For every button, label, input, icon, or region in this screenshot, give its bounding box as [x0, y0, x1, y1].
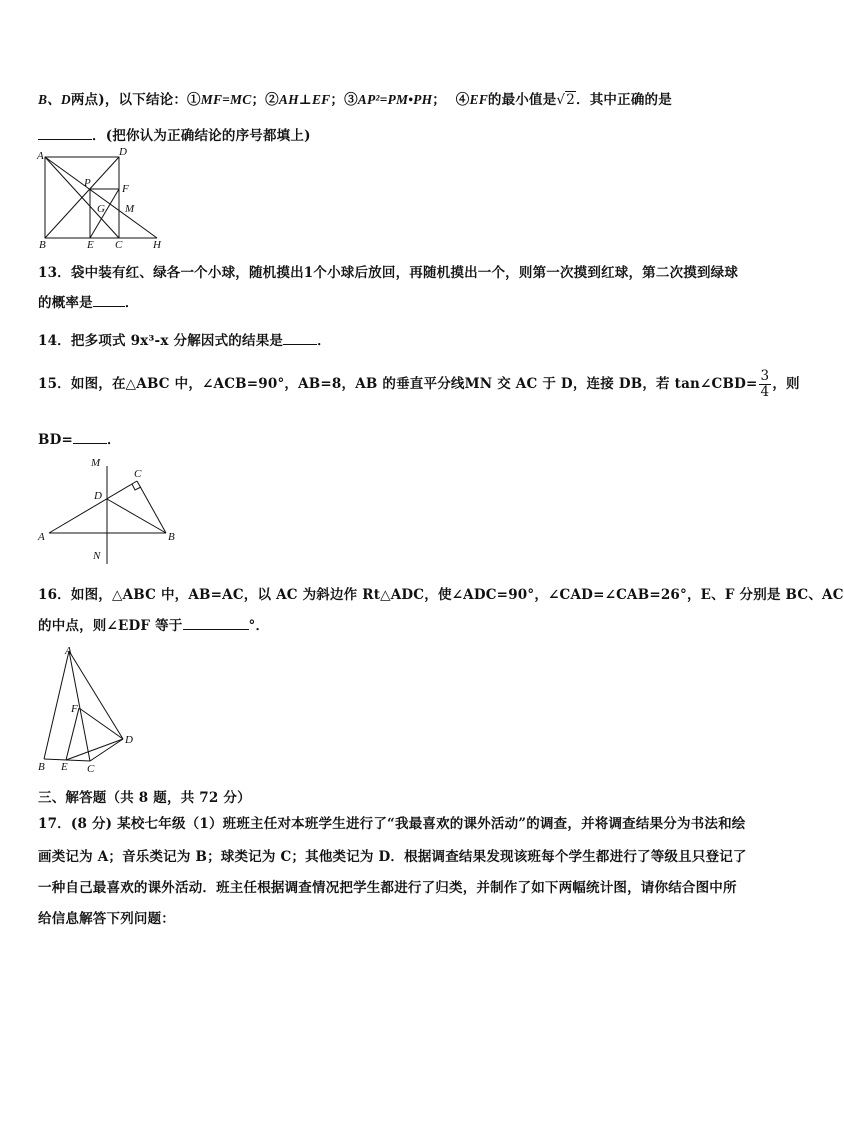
- label-e: E: [87, 239, 94, 251]
- q16-line2: [38, 614, 269, 634]
- q12-figure: [35, 148, 165, 250]
- segment-cd: [90, 739, 123, 761]
- label-m: M: [125, 203, 135, 215]
- label-e: E: [61, 761, 68, 773]
- label-d: D: [94, 490, 102, 502]
- label-f: F: [122, 183, 129, 195]
- q12-c1-num: ①: [187, 92, 201, 108]
- label-b: B: [39, 239, 46, 251]
- label-c: C: [87, 763, 95, 775]
- q16-text: 的中点，则∠EDF 等于: [38, 618, 183, 634]
- label-n: N: [93, 550, 101, 562]
- section-heading: 三、解答题（共 8 题，共 72 分）: [38, 790, 251, 806]
- fraction-numerator: 3: [760, 368, 770, 384]
- q17-line4: 给信息解答下列问题：: [38, 911, 175, 927]
- label-c: C: [134, 468, 142, 480]
- label-h: H: [153, 239, 161, 251]
- segment-ac: [49, 481, 137, 533]
- sqrt-radicand: 2: [566, 92, 576, 108]
- label-d: D: [119, 146, 127, 158]
- q12-answer-blank: [38, 139, 92, 140]
- line-ah: [45, 157, 157, 238]
- q12-tail: ．其中正确的是: [576, 92, 672, 108]
- q12-points: B、D: [38, 92, 71, 107]
- label-b: B: [38, 761, 45, 773]
- q16-line1: 16．如图，△ABC 中，AB=AC，以 AC 为斜边作 Rt△ADC，使∠ADC=90°，∠CAD=∠CAB=26°，E、F 分别是 BC、AC: [38, 587, 844, 603]
- q12-intro: 两点)，以下结论：: [70, 92, 188, 108]
- label-m: M: [91, 457, 101, 469]
- q14-period: ．: [317, 333, 331, 349]
- q13-line1: 13．袋中装有红、绿各一个小球，随机摸出1个小球后放回，再随机摸出一个，则第一次摸到红球，第二次摸到绿球: [38, 265, 739, 281]
- label-c: C: [115, 239, 123, 251]
- q16-figure: [33, 643, 143, 775]
- q12-instruction: ．(把你认为正确结论的序号都填上): [92, 128, 311, 144]
- sqrt-expression: [556, 91, 576, 108]
- q12-line2: [38, 124, 311, 144]
- q15-figure: [35, 452, 185, 570]
- sqrt-symbol: √: [556, 92, 566, 108]
- q15-answer-blank: [73, 443, 107, 444]
- segment-fe: [66, 708, 79, 760]
- q15-text: 15．如图，在△ABC 中，∠ACB=90°，AB=8，AB 的垂直平分线MN 交 AC 于 D，连接 DB，若 tan∠CBD=: [38, 376, 758, 392]
- q15-line1: [38, 369, 800, 400]
- segment-db: [107, 499, 166, 533]
- q17-line3: 一种自己最喜欢的课外活动．班主任根据调查情况把学生都进行了归类，并制作了如下两幅统计图，请你结合图中所: [38, 880, 737, 896]
- fraction-denominator: 4: [760, 384, 770, 400]
- tan-fraction: [759, 369, 772, 400]
- q14-answer-blank: [283, 344, 317, 345]
- q15-period: ．: [107, 432, 121, 448]
- label-p: P: [84, 177, 91, 189]
- segment-ed: [66, 739, 123, 760]
- q16-answer-blank: [183, 629, 249, 630]
- segment-ab: [44, 651, 69, 759]
- q15-line2: [38, 428, 121, 448]
- label-a: A: [37, 150, 44, 162]
- q12-c3-expr: AP²=PM•PH: [357, 92, 433, 107]
- q12-c2-num: ②: [265, 92, 279, 108]
- q12-c4-expr: EF: [469, 92, 488, 107]
- q13-answer-blank: [93, 306, 125, 307]
- q12-c2-expr: AH⊥EF: [278, 92, 331, 107]
- q17-line1: 17．(8 分) 某校七年级（1）班班主任对本班学生进行了“我最喜欢的课外活动”的调查，并将调查结果分为书法和绘: [38, 816, 746, 832]
- label-b: B: [168, 531, 175, 543]
- q12-c4-num: ④: [455, 92, 470, 108]
- q14-line: [38, 329, 331, 349]
- segment-fd: [79, 708, 123, 739]
- q17-line2: 画类记为 A；音乐类记为 B；球类记为 C；其他类记为 D．根据调查结果发现该班每个学生都进行了等级且只登记了: [38, 849, 747, 865]
- q12-c4-text: 的最小值是: [487, 92, 557, 108]
- q16-degree-period: °．: [248, 618, 270, 634]
- label-d: D: [125, 734, 133, 746]
- label-a: A: [65, 645, 72, 657]
- q15-bd-label: BD=: [38, 432, 74, 448]
- q15-tail: ，则: [772, 376, 800, 392]
- q14-text: 14．把多项式 9x³-x 分解因式的结果是: [38, 333, 284, 349]
- label-a: A: [38, 531, 45, 543]
- label-f: F: [71, 703, 78, 715]
- q13-line2: [38, 291, 139, 311]
- q13-period: ．: [124, 295, 139, 311]
- q12-c3-num: ③: [344, 92, 358, 108]
- q12-c1-expr: MF=MC: [200, 92, 252, 107]
- q13-text: 的概率是: [38, 295, 93, 311]
- q12-line1: B、D两点)，以下结论：①MF=MC；②AH⊥EF；③AP²=PM•PH； ④EF的最小值是√2．其中正确的是: [38, 92, 672, 108]
- label-g: G: [97, 203, 105, 215]
